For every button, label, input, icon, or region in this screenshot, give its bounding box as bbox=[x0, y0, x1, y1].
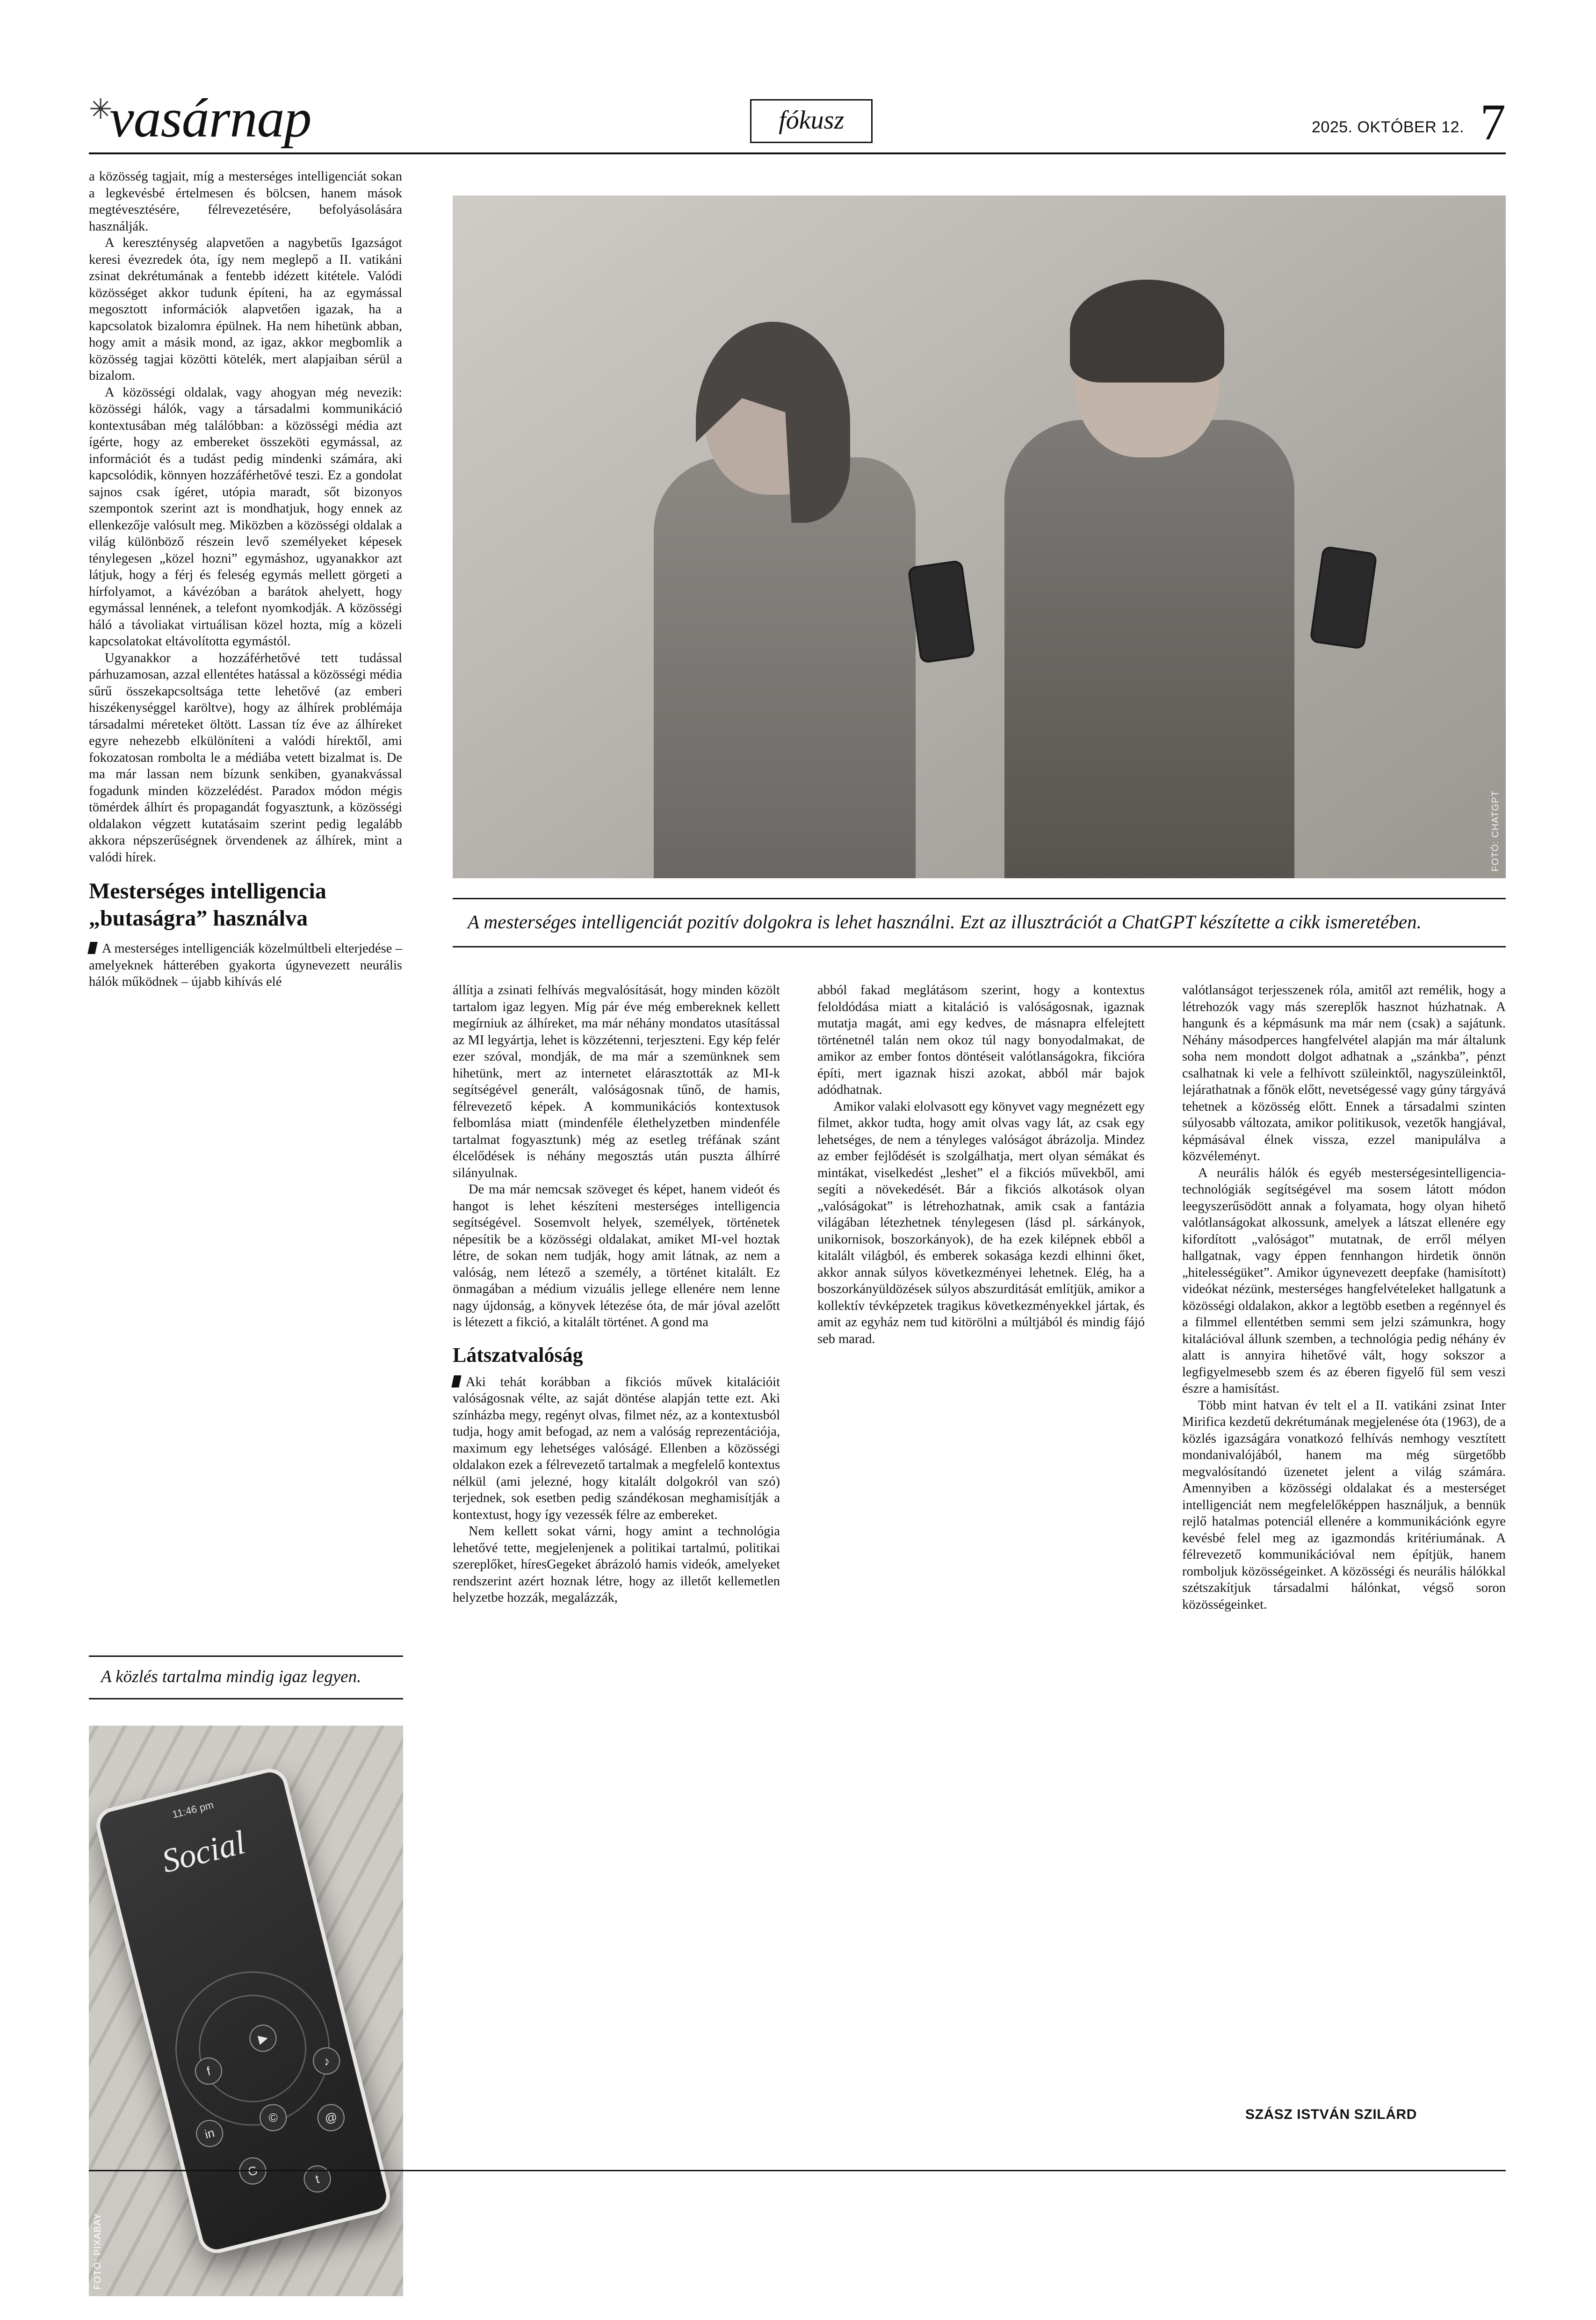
paragraph bbox=[453, 1374, 780, 1524]
masthead bbox=[89, 70, 1506, 154]
photo-caption: A mesterséges intelligenciát pozitív dolgokra is lehet használni. Ezt az illusztrációt a ChatGPT készítette a cikk ismeretében. bbox=[453, 898, 1506, 947]
social-icon: ♪ bbox=[310, 2045, 343, 2077]
column-2 bbox=[453, 982, 780, 1606]
paragraph: valótlanságot terjesszenek róla, amitől azt remélik, hogy a létrehozók vagy más szereplők hasznot húzhatnak. A hangunk és a képmásunk ma már nem (csak) a sajátunk. Néhány másodperces hangfelvétel alapján ma már általunk soha nem mondott dolgot adhatnak a „szánkba”, pénzt csalhatnak ki vele a felhívott szüleinktől, nagyszüleinktől, lejárathatnak a főnök előtt, nevetségessé vagy gúny tárgyává tehetnek a közösség előtt. Ennek a társadalmi szinten súlyosabb változata, amikor politikusok, vezetők hangjával, képmásával élnek vissza, ezzel manipulálva a közvéleményt. bbox=[1182, 983, 1506, 1164]
smartphone-social-photo bbox=[89, 1726, 403, 2296]
screen-title: Social bbox=[158, 1823, 249, 1880]
column-4 bbox=[1182, 982, 1506, 1613]
social-icon: t bbox=[301, 2162, 333, 2195]
photo-credit: FOTÓ: CHATGPT bbox=[1490, 790, 1501, 872]
photo-figure-left bbox=[654, 457, 916, 878]
two-people-with-phones-photo bbox=[453, 195, 1506, 878]
phone-icon bbox=[910, 562, 974, 661]
paragraph: állítja a zsinati felhívás megvalósítását, hogy minden közölt tartalom igaz legyen. Míg pár éve még embereknek kellett megírniuk az álhíreket, ma már néhány mondatos utasítással az MI legyártja, lehet is közzétenni, terjeszteni. Egy kép felér ezer szóval, mondják, de ma már a szemünknek sem hihetünk, mert az internetet elárasztották az MI-k segítségével generált, valóságosnak tűnő, de hamis, félrevezető képek. A kommunikációs kontextusok felbomlása miatt (mindenféle élethelyzetben mindenféle tartalmat fogyasztunk) még az esetleg tréfának szánt élcelődések is néhány megosztás után puszta álhírré silányulnak. bbox=[453, 983, 780, 1180]
paragraph bbox=[89, 940, 402, 990]
paragraph: abból fakad meglátásom szerint, hogy a kontextus feloldódása miatt a kitaláció is valóságosnak, igaznak mutatja magát, ami egy kedves, de másnapra elfelejtett történetnél talán nem okoz túl nagy bonyodalmakat, de amikor az ember fontos döntéseit valótlanságokra, fikcióra építi, mert igaznak hiszi azokat, abból már bajok adódhatnak. bbox=[817, 983, 1145, 1097]
social-icon: ▶ bbox=[246, 2022, 279, 2054]
paragraph: Ugyanakkor a hozzáférhetővé tett tudással párhuzamosan, azzal ellentétes hatással a közösségi média sűrű összekapcsoltsága tette lehetővé (az emberi hiszékenységgel karöltve), hogy az álhírek problémája társadalmi méreteket öltött. Lassan tíz éve az álhíreket egyre nehezebb elkülöníteni a valódi hírektől, ami fokozatosan rombolta le a médiába vetett bizalmat is. De ma már lassan nem bízunk senkiben, gyanakvással fogadunk minden közzelédést. Paradox módon mégis tömérdek álhírt és propagandát fogyasztunk, a közösségi oldalakon végzett kutatásaim szerint pedig legalább akkora népszerűségnek örvendenek az álhírek, mint a valódi hírek. bbox=[89, 650, 402, 865]
paragraph: a közösség tagjait, míg a mesterséges intelligenciát sokan a legkevésbé értelmesen és bölcsen, hanem mások megtévesztésére, félrevezetésére, befolyásolására használják. bbox=[89, 169, 402, 234]
section-tag: fókusz bbox=[750, 99, 873, 143]
social-icon: © bbox=[257, 2101, 289, 2134]
paragraph: Amikor valaki elolvasott egy könyvet vagy megnézett egy filmet, akkor tudta, hogy amit olvas vagy lát, az csak egy lehetséges, de nem a tényleges valóságot ábrázolja. Mindez az ember fejlődését is szolgálhatja, mert olyan sémákat és mintákat, viselkedést „leshet” el a fikciós művekből, ami segíti a növekedését. Bár a fikciós alkotások olyan „valóságokat” is létrehozhatnak, amik csak a fantázia világában létezhetnek ténylegesen (lásd pl. sárkányok, unikornisok, boszorkányok), de ha ezek kilépnek ebből a kitalált világból, és emberek sokasága kezdi elhinni őket, akkor annak súlyos következményei lehetnek. Elég, ha a boszorkányüldözések súlyos abszurditását említjük, amikor a kollektív tévképzetek tragikus következményekkel jártak, és amit az egyház nem tud kitörölni a múltjából és mindig fájó seb marad. bbox=[817, 1099, 1145, 1346]
social-icon: G bbox=[236, 2154, 269, 2187]
phone-icon bbox=[1312, 548, 1376, 647]
section-heading-latszatvalosag: Látszatvalóság bbox=[453, 1343, 583, 1366]
subheading-line-1: Mesterséges intelligencia bbox=[89, 879, 326, 903]
bottom-rule bbox=[89, 2170, 1506, 2171]
logo bbox=[89, 87, 311, 149]
paragraph: De ma már nemcsak szöveget és képet, hanem videót és hangot is lehet készíteni mesterséges intelligencia segítségével. Sosemvolt helyek, személyek, történetek népesítik be a közösségi oldalakat, amiket MI-vel hoztak létre, de sokan nem tudják, hogy amit látnak, az nem a valóság, nem létező a személy, a történet kitalált. Ez önmagában a médium vizuális jellege ellenére nem lenne nagy újdonság, a könyvek létezése óta, de már jóval azelőtt is létezett a fikció, a kitalált történet. A gond ma bbox=[453, 1182, 780, 1330]
photo-figure-right-hair bbox=[1070, 280, 1224, 383]
paragraph: Több mint hatvan év telt el a II. vatikáni zsinat Inter Mirifica kezdetű dekrétumának megjelenése óta (1963), de a közlés igazságára vonatkozó felhívás nemhogy vesztített mondanivalójából, hanem ma még sürgetőbb megvalósítandó üzenetet jelent a világ számára. Amennyiben a közösségi oldalakat és a mesterséget intelligenciát nem megfelelőképpen használjuk, a bennük rejlő hatalmas potenciál ellenére a kommunikációnk egyre kevésbé felel meg az igazmondás kritériumának. A félrevezető kommunikációval nem építjük, hanem romboljuk közösségeinket. A közösségi és neurális hálókkal szétszakítjuk társadalmi hálónkat, végső soron közösségeinket. bbox=[1182, 1398, 1506, 1612]
screen-time: 11:46 pm bbox=[171, 1799, 215, 1821]
subheading-line-2: „butaságra” használva bbox=[89, 906, 308, 931]
column-1 bbox=[89, 168, 402, 990]
pull-quote: A közlés tartalma mindig igaz legyen. bbox=[89, 1655, 403, 1699]
paragraph: Nem kellett sokat várni, hogy amint a technológia lehetővé tette, megjelenjenek a politikai tartalmú, politikai szereplőket, híresGegeket ábrázoló hamis videók, amelyeket rendszerint azért hoznak létre, hogy az illetőt kellemetlen helyzetbe hozzák, megalázzák, bbox=[453, 1524, 780, 1605]
author-signature: SZÁSZ ISTVÁN SZILÁRD bbox=[1245, 2107, 1417, 2122]
issue-date: 2025. OKTÓBER 12. bbox=[1312, 118, 1464, 136]
paragraph-text: Aki tehát korábban a fikciós művek kitalációit valóságosnak vélte, az saját döntése alapján tette ezt. Aki színházba megy, regényt olvas, filmet néz, az a kontextusból tudja, hogy amit befogad, az nem a valóság reprezentációja, maximum egy lehetséges valóságé. Ellenben a közösségi oldalakon ezek a félrevezető tartalmak a megfelelő kontextus nélkül (ami jelezné, hogy kitalált dolgokról van szó) terjednek, sok esetben pedig szándékosan meghamisítják a kontextust, hogy így vezessék félre az embereket. bbox=[453, 1374, 780, 1522]
social-icon: f bbox=[192, 2055, 225, 2088]
paragraph-text: A mesterséges intelligenciák közelmúltbeli elterjedése – amelyeknek hátterében gyakorta úgynevezett neurális hálók működnek – újabb kihívás elé bbox=[89, 941, 402, 989]
square-bullet-icon bbox=[451, 1375, 462, 1388]
square-bullet-icon bbox=[87, 942, 98, 954]
paragraph: A közösségi oldalak, vagy ahogyan még nevezik: közösségi hálók, vagy a társadalmi kommunikáció kontextusában még találóbban: a közösségi média azt ígérte, hogy az embereket összeköti egymással, az információt és a tudást pedig mindenki számára, aki kapcsolódik, könnyen hozzáférhetővé teszi. Ez a gondolat sajnos csak ígéret, utópia maradt, sőt bizonyos szempontok szerint azt is mondhatjuk, hogy ennek az ellenkezője valósult meg. Miközben a közösségi oldalak a világ különböző részein levő személyeket képesek ténylegesen „közel hozni” egymáshoz, ugyanakkor azt látjuk, hogy a férj és feleség egymás mellett görgeti a hírfolyamot, a kávézóban a barátok ahelyett, hogy egymással lennének, a telefont nyomkodják. A közösségi háló a távoliakat virtuálisan közel hozta, míg a közeli kapcsolatokat eltávolította egymástól. bbox=[89, 385, 402, 649]
subheading-1 bbox=[89, 878, 402, 932]
logo-text: vasárnap bbox=[109, 87, 311, 149]
paragraph: A kereszténység alapvetően a nagybetűs Igazságot keresi évezredek óta, így nem meglepő a II. vatikáni zsinat dekrétumának a fentebb idézett kitétele. Valódi közösséget akkor tudunk építeni, ha az egymással megosztott információk alapvetően igazak, ha a kapcsolatok bizalomra épülnek. Ha nem hihetünk abban, hogy amit a másik mond, az igaz, akkor megbomlik a közösség tagjai közötti kötelék, mert alapjaiban sérül a bizalom. bbox=[89, 236, 402, 383]
photo-credit: FOTÓ: PIXABAY bbox=[93, 2213, 103, 2290]
photo-figure-right bbox=[1004, 420, 1294, 878]
column-3 bbox=[817, 982, 1145, 1347]
masthead-right bbox=[1312, 93, 1506, 151]
star-icon: ✳ bbox=[89, 94, 113, 125]
social-icon: in bbox=[193, 2117, 226, 2150]
social-icon: @ bbox=[315, 2101, 347, 2134]
page-number: 7 bbox=[1480, 93, 1506, 151]
paragraph: A neurális hálók és egyéb mesterségesintelligencia-technológiák segítségével ma sosem látott módon leegyszerűsödött annak a folyamata, hogy olyan hihető valótlanságokat alkossunk, amelyek a látszat ellenére egy kifordított „valóságot” mutatnak, de erről mélyen hallgatnak, vagy éppen fennhangon hirdetik önnön „hitelességüket”. Amikor úgynevezett deepfake (hamisított) videókat nézünk, mesterséges hangfelvételeket hallgatunk a közösségi oldalakon, akkor a legtöbb esetben a regénnyel és a filmmel ellentétben semmi sem jelzi számunkra, hogy kitalációval állunk szemben, a technológia pedig néhány év alatt is annyira hihetővé vált, hogy sokszor a legfigyelmesebb szem és az éberen figyelő fül sem veszi észre a hamisítást. bbox=[1182, 1165, 1506, 1396]
